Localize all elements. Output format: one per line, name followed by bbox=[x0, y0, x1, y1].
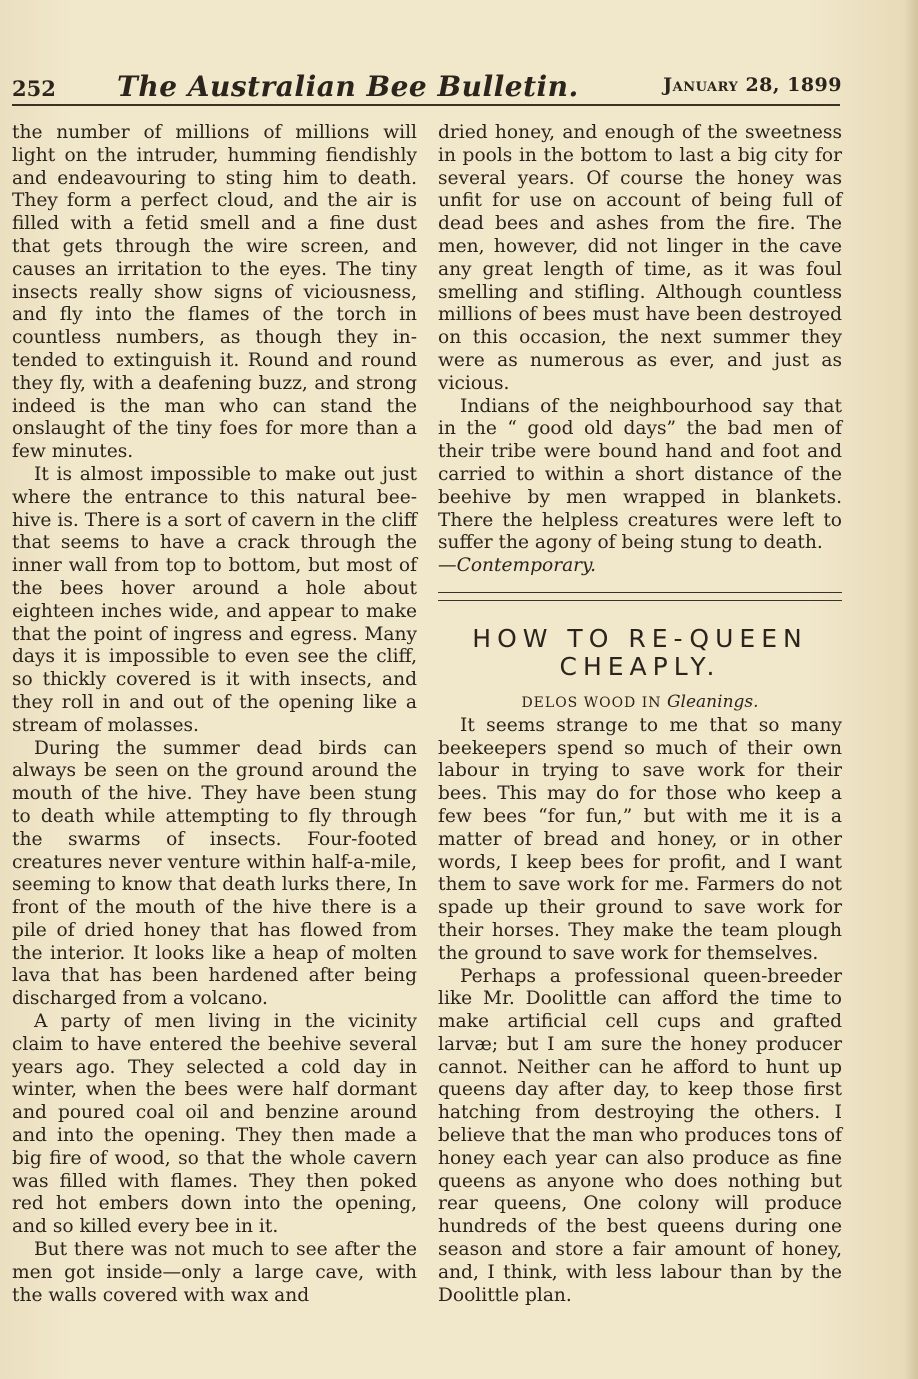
right-paragraph-2: Indians of the neighbourhood say that in the “ good old days” the bad men of their tribe were bound hand and foot and carried to within a short distance of the beehive by men wrapped in blankets. There the helpless creatures were left to suffer the agony of being stung to death. bbox=[438, 395, 842, 554]
article-paragraph-2: Perhaps a professional queen-breeder like Mr. Doolittle can afford the time to make artificial cell cups and grafted larvæ; but I am sure the honey producer cannot. Neither can he afford to hunt up queens day after day, to keep those first hatching from destroying the others. I believe that the man who produces tons of honey each year can also produce as fine queens as anyone who does nothing but rear queens, One colony will produce hundreds of the best queens during one season and store a fair amount of honey, and, I think, with less labour than by the Doolittle plan. bbox=[438, 965, 842, 1306]
left-paragraph-2: It is almost impossible to make out just where the entrance to this natural bee-hive is. There is a sort of cavern in the cliff that seems to have a crack through the inner wall from top to bottom, but most of the bees hover around a hole about eighteen inches wide, and appear to make that the point of ingress and egress. Many days it is impossible to even see the cliff, so thickly covered is it with insects, and they roll in and out of the opening like a stream of molasses. bbox=[12, 463, 417, 736]
journal-title: The Australian Bee Bulletin. bbox=[117, 70, 579, 103]
page-number: 252 bbox=[12, 76, 56, 101]
left-paragraph-4: A party of men living in the vicinity claim to have entered the beehive several years ago. They selected a cold day in winter, when the bees were half dormant and poured coal oil and benzine around and into the opening. They then made a big fire of wood, so that the whole cavern was filled with flames. They then poked red hot embers down into the opening, and so killed every bee in it. bbox=[12, 1011, 417, 1238]
divider-rule-top bbox=[438, 592, 842, 593]
right-column bbox=[438, 122, 842, 1307]
article-paragraph-1: It seems strange to me that so many beekeepers spend so much of their own labour in trying to save work for their bees. This may do for those who keep a few bees “for fun,” but with me it is a matter of bread and honey, or in other words, I keep bees for profit, and I want them to save work for me. Farmers do not spade up their ground to save work for their horses. They make the team plough the ground to save work for themselves. bbox=[438, 714, 842, 964]
header-rule bbox=[12, 104, 840, 106]
article-byline bbox=[438, 691, 842, 715]
page-header bbox=[12, 70, 842, 106]
issue-date: January 28, 1899 bbox=[663, 74, 842, 96]
article-source: —Contemporary. bbox=[438, 555, 597, 577]
divider-rule-bottom bbox=[438, 600, 842, 601]
article-title: HOW TO RE-QUEEN CHEAPLY. bbox=[472, 623, 808, 681]
byline-source: Gleanings. bbox=[666, 691, 759, 712]
page-edge-shadow bbox=[904, 0, 918, 1379]
byline-author: DELOS WOOD IN bbox=[521, 694, 662, 711]
section-divider bbox=[438, 592, 842, 601]
left-column bbox=[12, 122, 417, 1307]
right-continuation: dried honey, and enough of the sweetness in pools in the bottom to last a big city for several years. Of course the honey was unfit for use on account of being full of dead bees and ashes from the fire. The men, however, did not linger in the cave any great length of time, as it was foul smelling and stifling. Although countless millions of bees must have been destroyed on this occasion, the next summer they were as numerous as ever, and just as vicious. bbox=[438, 122, 842, 394]
left-paragraph-3: During the summer dead birds can always be seen on the ground around the mouth of the hive. They have been stung to death while attempting to fly through the swarms of insects. Four-footed creatures never venture within half-a-mile, seeming to know that death lurks there, In front of the mouth of the hive there is a pile of dried honey that has flowed from the interior. It looks like a heap of molten lava that has been hardened after being discharged from a volcano. bbox=[12, 737, 417, 1010]
left-paragraph-1: the number of millions of millions will light on the intruder, humming fiendishly and endeavouring to sting him to death. They form a perfect cloud, and the air is filled with a fetid smell and a fine dust that gets through the wire screen, and causes an irritation to the eyes. The tiny insects really show signs of viciousness, and fly into the flames of the torch in countless numbers, as though they intended to extinguish it. Round and round they fly, with a deafening buzz, and strong indeed is the man who can stand the onslaught of the tiny foes for more than a few minutes. bbox=[12, 122, 417, 463]
left-paragraph-5: But there was not much to see after the men got inside—only a large cave, with the walls covered with wax and bbox=[12, 1239, 417, 1306]
